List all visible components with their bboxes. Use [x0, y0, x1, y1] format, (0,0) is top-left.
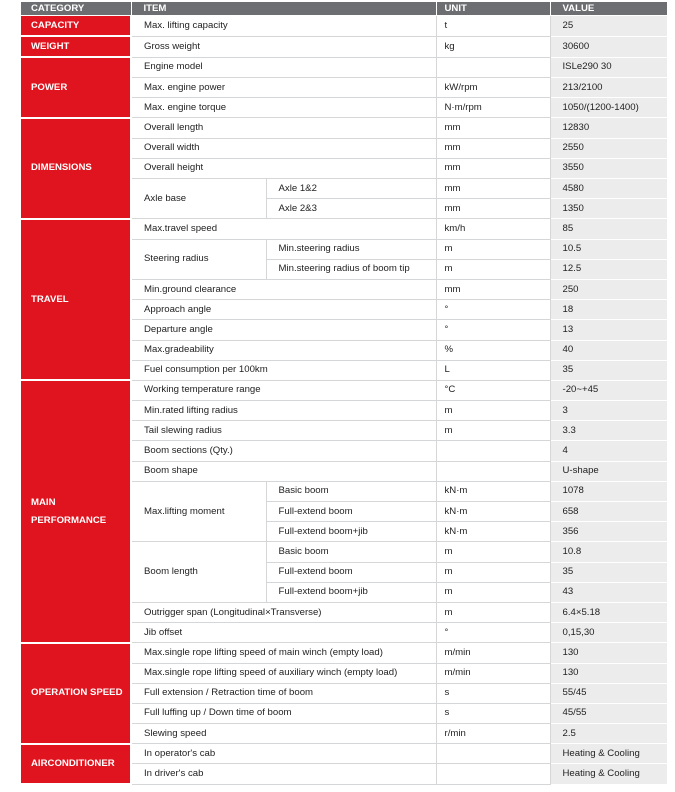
unit-cell: mm [436, 279, 550, 299]
value-cell: 3550 [550, 158, 667, 178]
unit-cell: ° [436, 300, 550, 320]
value-cell: 6.4×5.18 [550, 602, 667, 622]
item-cell: Outrigger span (Longitudinal×Transverse) [131, 602, 436, 622]
category-airconditioner: AIRCONDITIONER [21, 744, 131, 784]
unit-cell: ° [436, 623, 550, 643]
item-cell: Boom sections (Qty.) [131, 441, 436, 461]
unit-cell: °C [436, 380, 550, 400]
table-row [21, 219, 667, 239]
header-category: CATEGORY [21, 2, 131, 16]
value-cell: 2.5 [550, 724, 667, 744]
unit-cell: m/min [436, 643, 550, 663]
value-cell: 1350 [550, 199, 667, 219]
unit-cell: mm [436, 118, 550, 138]
unit-cell: mm [436, 158, 550, 178]
value-cell: 12.5 [550, 259, 667, 279]
sub-item-cell: Full-extend boom [266, 562, 436, 582]
item-cell: Fuel consumption per 100km [131, 360, 436, 380]
sub-item-cell: Min.steering radius [266, 239, 436, 259]
unit-cell: kW/rpm [436, 78, 550, 98]
item-cell: Jib offset [131, 623, 436, 643]
unit-cell: m [436, 562, 550, 582]
item-cell: Steering radius [131, 239, 266, 279]
item-cell: In operator's cab [131, 744, 436, 764]
item-cell: Max.lifting moment [131, 481, 266, 542]
table-row [21, 16, 667, 37]
item-cell: Gross weight [131, 36, 436, 57]
item-cell: Working temperature range [131, 380, 436, 400]
value-cell: 12830 [550, 118, 667, 138]
category-dimensions: DIMENSIONS [21, 118, 131, 219]
category-power: POWER [21, 57, 131, 118]
category-capacity: CAPACITY [21, 16, 131, 37]
value-cell: Heating & Cooling [550, 764, 667, 784]
item-cell: Max. lifting capacity [131, 16, 436, 37]
sub-item-cell: Full-extend boom+jib [266, 582, 436, 602]
item-cell: Full extension / Retraction time of boom [131, 683, 436, 703]
value-cell: 1078 [550, 481, 667, 501]
item-cell: Boom shape [131, 461, 436, 481]
value-cell: 213/2100 [550, 78, 667, 98]
unit-cell: ° [436, 320, 550, 340]
item-cell: Min.rated lifting radius [131, 401, 436, 421]
unit-cell: m [436, 582, 550, 602]
sub-item-cell: Full-extend boom [266, 502, 436, 522]
category-main-performance-line2: PERFORMANCE [31, 514, 107, 526]
unit-cell: m [436, 421, 550, 441]
unit-cell: kg [436, 36, 550, 57]
category-weight: WEIGHT [21, 36, 131, 57]
unit-cell: L [436, 360, 550, 380]
sub-item-cell: Full-extend boom+jib [266, 522, 436, 542]
value-cell: 3 [550, 401, 667, 421]
value-cell: 3.3 [550, 421, 667, 441]
value-cell: 43 [550, 582, 667, 602]
unit-cell: % [436, 340, 550, 360]
unit-cell: s [436, 703, 550, 723]
unit-cell: m [436, 401, 550, 421]
value-cell: 356 [550, 522, 667, 542]
unit-cell [436, 744, 550, 764]
sub-item-cell: Basic boom [266, 481, 436, 501]
unit-cell: N·m/rpm [436, 98, 550, 118]
item-cell: Max.single rope lifting speed of main winch (empty load) [131, 643, 436, 663]
item-cell: Departure angle [131, 320, 436, 340]
item-cell: Max.single rope lifting speed of auxiliary winch (empty load) [131, 663, 436, 683]
item-cell: Max. engine power [131, 78, 436, 98]
value-cell: 55/45 [550, 683, 667, 703]
unit-cell: m [436, 259, 550, 279]
unit-cell: t [436, 16, 550, 37]
value-cell: 2550 [550, 138, 667, 158]
table-row [21, 380, 667, 400]
table-row [21, 57, 667, 77]
item-cell: Tail slewing radius [131, 421, 436, 441]
value-cell: 1050/(1200-1400) [550, 98, 667, 118]
unit-cell [436, 441, 550, 461]
table-row [21, 643, 667, 663]
item-cell: Min.ground clearance [131, 279, 436, 299]
unit-cell: r/min [436, 724, 550, 744]
unit-cell [436, 461, 550, 481]
category-main-performance [21, 380, 131, 642]
item-cell: Approach angle [131, 300, 436, 320]
item-cell: Max.gradeability [131, 340, 436, 360]
value-cell: 4580 [550, 179, 667, 199]
unit-cell: kN·m [436, 502, 550, 522]
unit-cell: m [436, 239, 550, 259]
item-cell: Overall width [131, 138, 436, 158]
unit-cell: mm [436, 138, 550, 158]
unit-cell: s [436, 683, 550, 703]
value-cell: 40 [550, 340, 667, 360]
unit-cell: m [436, 542, 550, 562]
unit-cell: mm [436, 179, 550, 199]
item-cell: Engine model [131, 57, 436, 77]
unit-cell: kN·m [436, 481, 550, 501]
header-item: ITEM [131, 2, 436, 16]
item-cell: Full luffing up / Down time of boom [131, 703, 436, 723]
header-unit: UNIT [436, 2, 550, 16]
value-cell: Heating & Cooling [550, 744, 667, 764]
value-cell: 18 [550, 300, 667, 320]
value-cell: U-shape [550, 461, 667, 481]
unit-cell: m [436, 602, 550, 622]
value-cell: 85 [550, 219, 667, 239]
item-cell: Overall length [131, 118, 436, 138]
item-cell: Slewing speed [131, 724, 436, 744]
value-cell: 35 [550, 360, 667, 380]
unit-cell: km/h [436, 219, 550, 239]
unit-cell: mm [436, 199, 550, 219]
table-row [21, 744, 667, 764]
value-cell: 10.8 [550, 542, 667, 562]
sub-item-cell: Axle 2&3 [266, 199, 436, 219]
table-row [21, 36, 667, 57]
value-cell: 4 [550, 441, 667, 461]
item-cell: Boom length [131, 542, 266, 603]
category-travel: TRAVEL [21, 219, 131, 381]
value-cell: 30600 [550, 36, 667, 57]
value-cell: 45/55 [550, 703, 667, 723]
value-cell: 10.5 [550, 239, 667, 259]
table-row [21, 118, 667, 138]
value-cell: ISLe290 30 [550, 57, 667, 77]
sub-item-cell: Basic boom [266, 542, 436, 562]
value-cell: 35 [550, 562, 667, 582]
item-cell: Overall height [131, 158, 436, 178]
value-cell: 25 [550, 16, 667, 37]
value-cell: 0,15,30 [550, 623, 667, 643]
value-cell: -20~+45 [550, 380, 667, 400]
category-operation-speed: OPERATION SPEED [21, 643, 131, 744]
unit-cell: m/min [436, 663, 550, 683]
header-value: VALUE [550, 2, 667, 16]
category-main-performance-line1: MAIN [31, 496, 56, 508]
item-cell: Max. engine torque [131, 98, 436, 118]
header-row [21, 2, 667, 16]
value-cell: 658 [550, 502, 667, 522]
unit-cell [436, 57, 550, 77]
sub-item-cell: Min.steering radius of boom tip [266, 259, 436, 279]
value-cell: 130 [550, 663, 667, 683]
spec-table [21, 2, 667, 785]
value-cell: 13 [550, 320, 667, 340]
value-cell: 250 [550, 279, 667, 299]
value-cell: 130 [550, 643, 667, 663]
sub-item-cell: Axle 1&2 [266, 179, 436, 199]
unit-cell: kN·m [436, 522, 550, 542]
unit-cell [436, 764, 550, 784]
item-cell: In driver's cab [131, 764, 436, 784]
item-cell: Max.travel speed [131, 219, 436, 239]
item-cell: Axle base [131, 179, 266, 219]
